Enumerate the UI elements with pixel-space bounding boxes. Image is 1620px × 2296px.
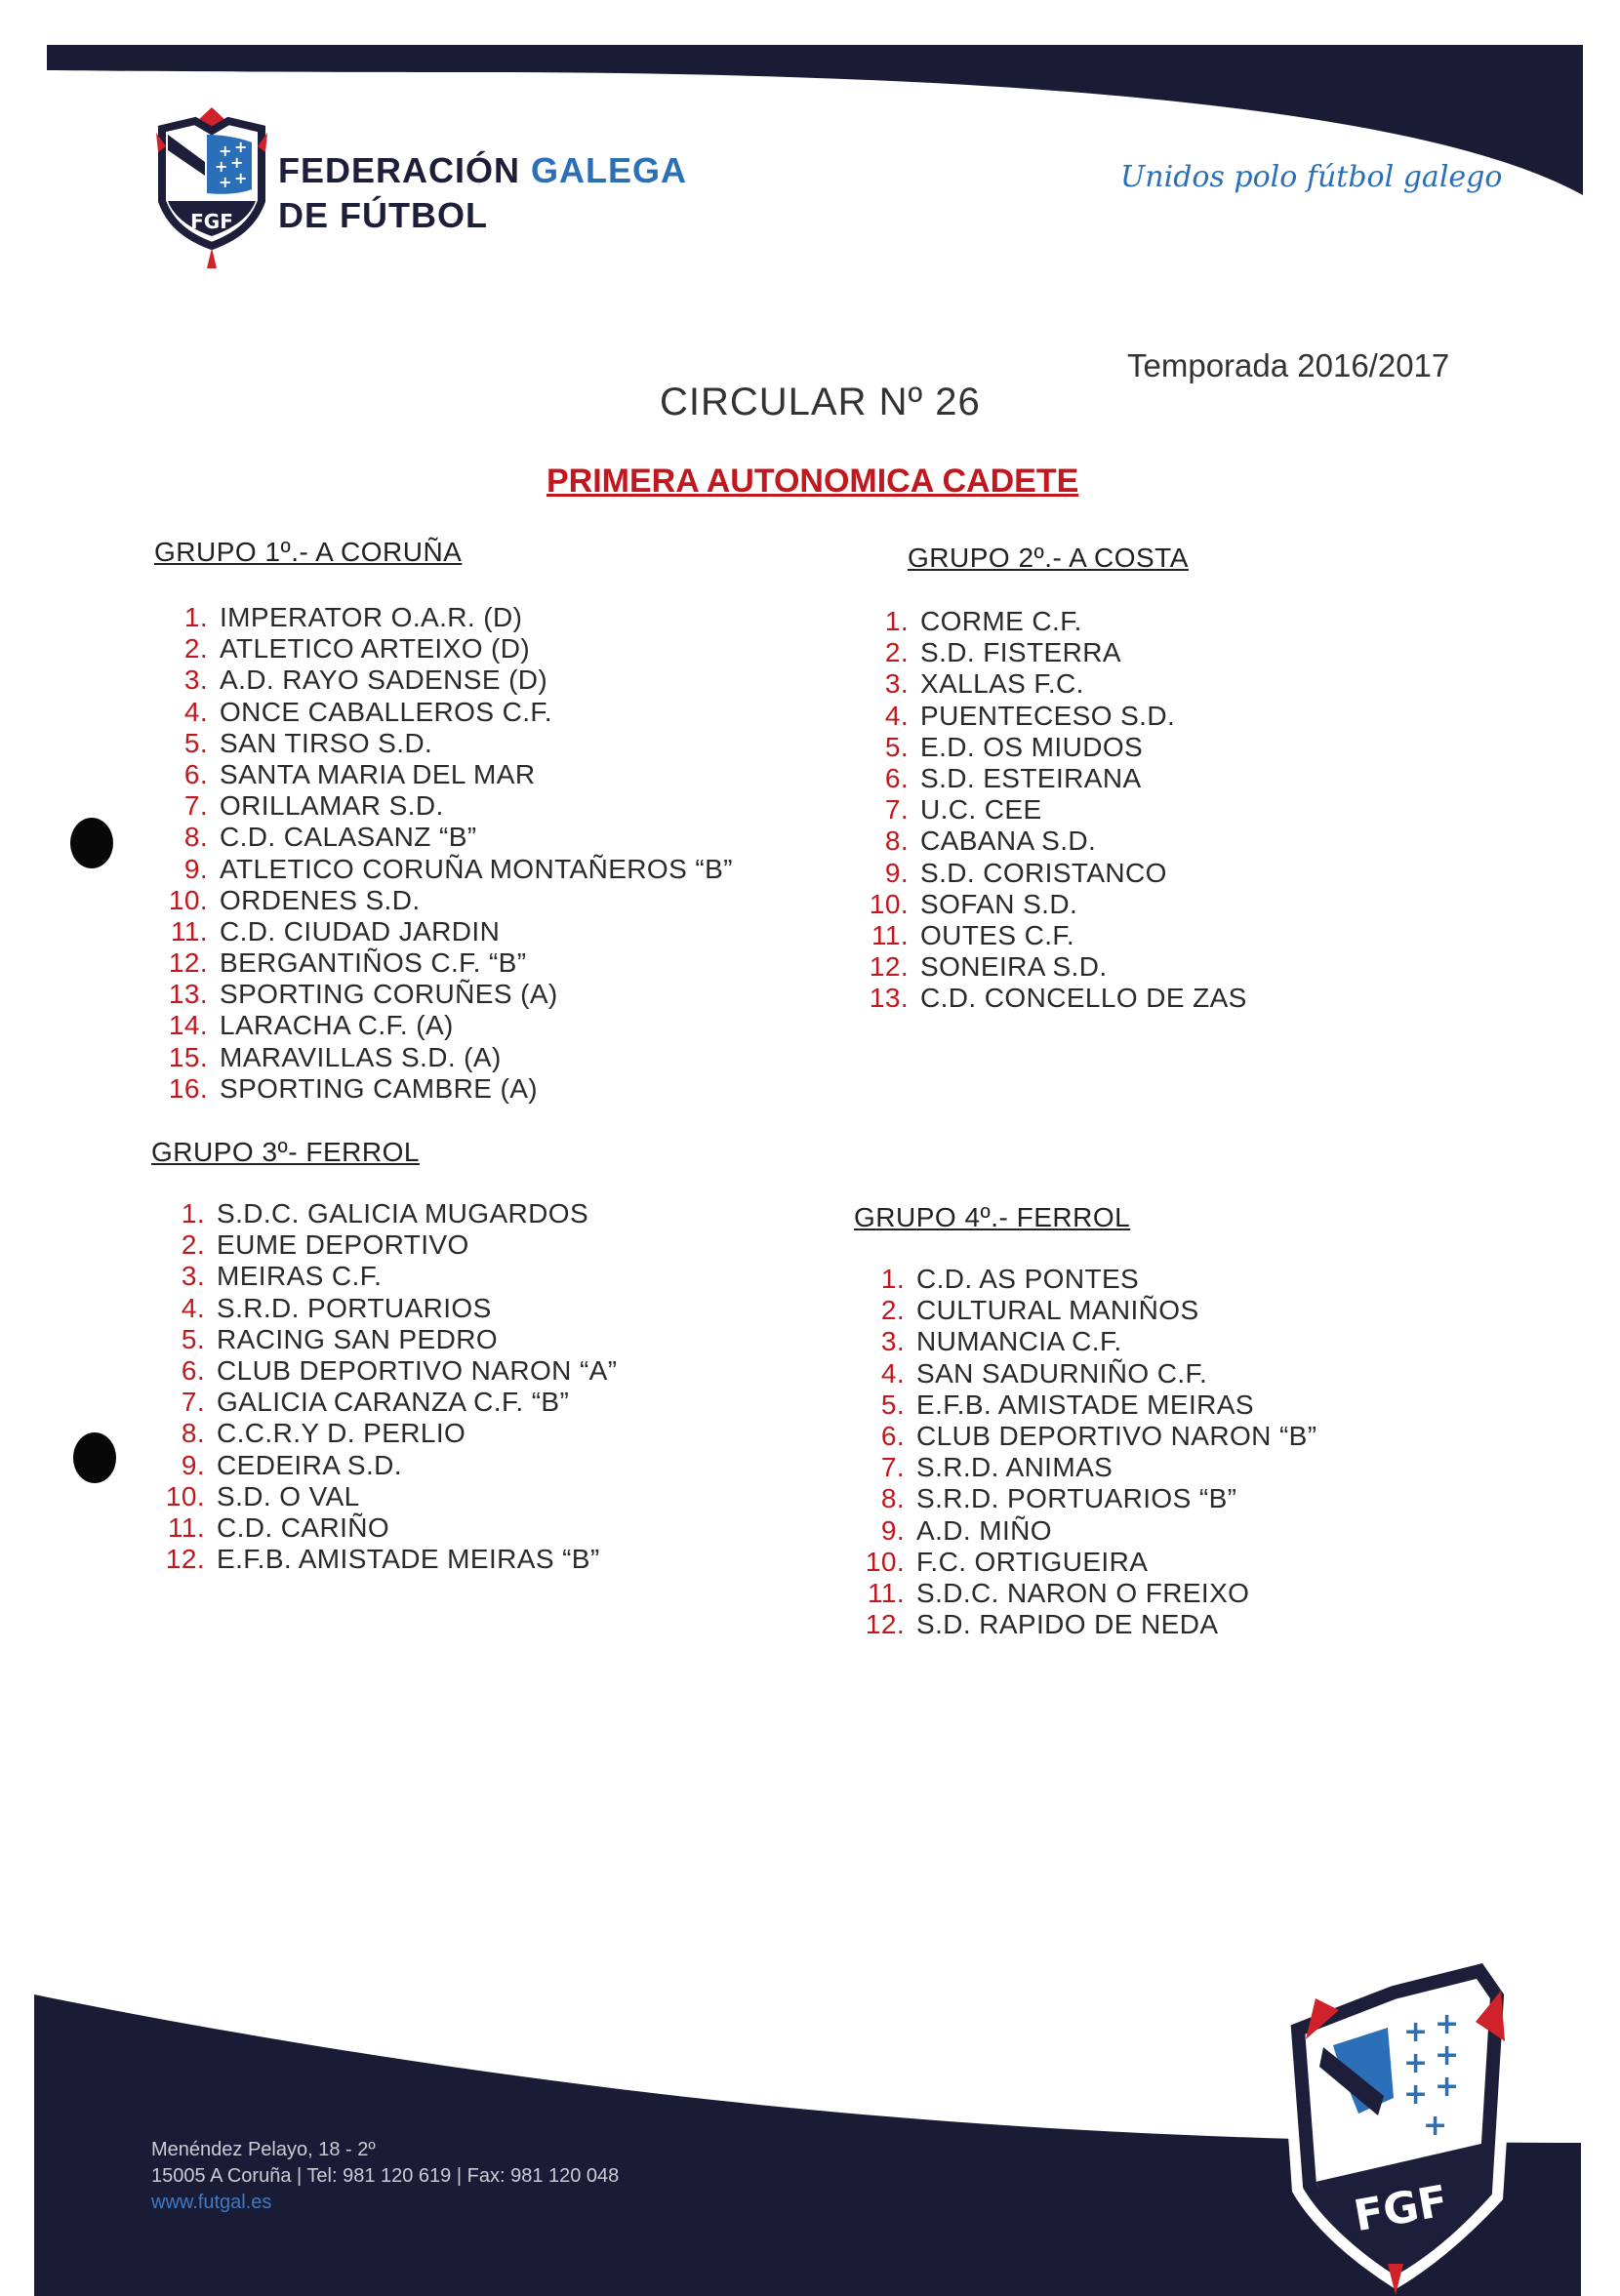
list-item: 15. MARAVILLAS S.D. (A) xyxy=(168,1041,502,1072)
list-item: 10. S.D. O VAL xyxy=(165,1480,360,1511)
list-item: 11. S.D.C. NARON O FREIXO xyxy=(867,1577,1250,1608)
list-item: 11. OUTES C.F. xyxy=(871,919,1075,950)
svg-text:FGF: FGF xyxy=(190,210,233,233)
list-item: 1. CORME C.F. xyxy=(884,606,1082,636)
list-item: 8. CABANA S.D. xyxy=(884,826,1097,857)
list-item: 10. SOFAN S.D. xyxy=(869,888,1078,919)
list-item: 7. ORILLAMAR S.D. xyxy=(183,790,444,822)
group-2-title: GRUPO 2º.- A COSTA xyxy=(908,543,1189,573)
svg-text:+: + xyxy=(234,138,248,156)
list-item: 4. PUENTECESO S.D. xyxy=(884,700,1176,731)
list-item: 6. CLUB DEPORTIVO NARON “A” xyxy=(181,1354,618,1386)
group-4-list xyxy=(861,1264,1316,1640)
footer-band xyxy=(0,1952,1620,2296)
list-item: 5. E.F.B. AMISTADE MEIRAS xyxy=(880,1389,1254,1420)
group-2-list xyxy=(865,606,1247,1014)
svg-text:+: + xyxy=(234,169,248,187)
group-1-title: GRUPO 1º.- A CORUÑA xyxy=(154,537,463,567)
svg-text:+: + xyxy=(1403,2015,1429,2049)
group-3-list xyxy=(161,1198,617,1575)
list-item: 9. CEDEIRA S.D. xyxy=(181,1449,402,1480)
svg-text:+: + xyxy=(1435,2070,1460,2104)
list-item: 10. ORDENES S.D. xyxy=(168,884,421,915)
svg-text:FGF: FGF xyxy=(1350,2176,1452,2242)
svg-text:+: + xyxy=(1435,2038,1460,2073)
list-item: 2. ATLETICO ARTEIXO (D) xyxy=(183,633,531,665)
address-line-1: Menéndez Pelayo, 18 - 2º xyxy=(151,2139,376,2160)
fgf-logo xyxy=(156,107,688,273)
org-name-line-1: FEDERACIÓN GALEGA xyxy=(278,150,688,190)
list-item: 7. GALICIA CARANZA C.F. “B” xyxy=(181,1387,570,1418)
competition-title: PRIMERA AUTONOMICA CADETE xyxy=(547,463,1079,500)
group-1-list xyxy=(164,602,733,1105)
list-item: 6. SANTA MARIA DEL MAR xyxy=(183,758,536,789)
list-item: 9. ATLETICO CORUÑA MONTAÑEROS “B” xyxy=(183,853,733,884)
list-item: 2. S.D. FISTERRA xyxy=(884,637,1121,668)
list-item: 9. A.D. MIÑO xyxy=(880,1514,1052,1546)
list-item: 2. CULTURAL MANIÑOS xyxy=(880,1295,1199,1326)
svg-text:+: + xyxy=(1403,2046,1429,2080)
list-item: 7. S.R.D. ANIMAS xyxy=(880,1452,1114,1483)
punch-hole-top xyxy=(70,818,113,868)
list-item: 16. SPORTING CAMBRE (A) xyxy=(168,1072,539,1104)
list-item: 4. S.R.D. PORTUARIOS xyxy=(181,1292,492,1323)
list-item: 1. IMPERATOR O.A.R. (D) xyxy=(183,602,523,632)
list-item: 12. SONEIRA S.D. xyxy=(869,951,1108,983)
circular-title: CIRCULAR Nº 26 xyxy=(660,381,981,423)
svg-text:+: + xyxy=(219,173,232,191)
list-item: 12. E.F.B. AMISTADE MEIRAS “B” xyxy=(165,1544,600,1575)
slogan: Unidos polo fútbol galego xyxy=(1120,160,1503,194)
list-item: 11. C.D. CARIÑO xyxy=(167,1511,390,1543)
list-item: 3. NUMANCIA C.F. xyxy=(880,1326,1122,1357)
list-item: 10. F.C. ORTIGUEIRA xyxy=(865,1546,1149,1577)
list-item: 1. S.D.C. GALICIA MUGARDOS xyxy=(181,1198,589,1229)
list-item: 13. C.D. CONCELLO DE ZAS xyxy=(869,983,1247,1014)
list-item: 14. LARACHA C.F. (A) xyxy=(168,1010,454,1041)
punch-hole-bottom xyxy=(73,1432,116,1483)
list-item: 1. C.D. AS PONTES xyxy=(880,1264,1140,1294)
list-item: 12. BERGANTIÑOS C.F. “B” xyxy=(168,947,527,979)
list-item: 8. C.C.R.Y D. PERLIO xyxy=(181,1418,466,1449)
list-item: 8. S.R.D. PORTUARIOS “B” xyxy=(880,1483,1237,1514)
address-line-2: 15005 A Coruña | Tel: 981 120 619 | Fax: 981 120 048 xyxy=(151,2165,620,2187)
list-item: 7. U.C. CEE xyxy=(884,794,1042,826)
fgf-shield-icon xyxy=(156,107,273,268)
list-item: 11. C.D. CIUDAD JARDIN xyxy=(170,915,501,947)
svg-text:+: + xyxy=(1435,2007,1460,2041)
svg-text:+: + xyxy=(219,141,232,160)
list-item: 3. MEIRAS C.F. xyxy=(181,1261,383,1292)
list-item: 5. E.D. OS MIUDOS xyxy=(884,731,1144,762)
group-3-title: GRUPO 3º- FERROL xyxy=(151,1137,420,1167)
svg-text:+: + xyxy=(1403,2077,1429,2112)
list-item: 2. EUME DEPORTIVO xyxy=(181,1229,469,1261)
list-item: 5. SAN TIRSO S.D. xyxy=(183,727,433,758)
list-item: 3. A.D. RAYO SADENSE (D) xyxy=(183,665,548,696)
svg-text:+: + xyxy=(230,153,244,172)
svg-text:+: + xyxy=(215,157,228,176)
list-item: 3. XALLAS F.C. xyxy=(884,668,1084,700)
org-name-line-2: DE FÚTBOL xyxy=(278,195,488,235)
list-item: 12. S.D. RAPIDO DE NEDA xyxy=(865,1609,1219,1640)
group-4-title: GRUPO 4º.- FERROL xyxy=(854,1202,1131,1232)
footer-address xyxy=(151,2137,619,2216)
list-item: 13. SPORTING CORUÑES (A) xyxy=(168,979,558,1010)
list-item: 6. S.D. ESTEIRANA xyxy=(884,762,1142,793)
list-item: 9. S.D. CORISTANCO xyxy=(884,857,1167,888)
season-label: Temporada 2016/2017 xyxy=(1127,347,1450,383)
list-item: 8. C.D. CALASANZ “B” xyxy=(183,822,477,853)
list-item: 4. ONCE CABALLEROS C.F. xyxy=(183,696,552,727)
svg-text:+: + xyxy=(1423,2109,1448,2143)
list-item: 4. SAN SADURNIÑO C.F. xyxy=(880,1357,1208,1389)
list-item: 6. CLUB DEPORTIVO NARON “B” xyxy=(880,1420,1317,1451)
list-item: 5. RACING SAN PEDRO xyxy=(181,1323,498,1354)
website-link[interactable]: www.futgal.es xyxy=(151,2192,272,2213)
